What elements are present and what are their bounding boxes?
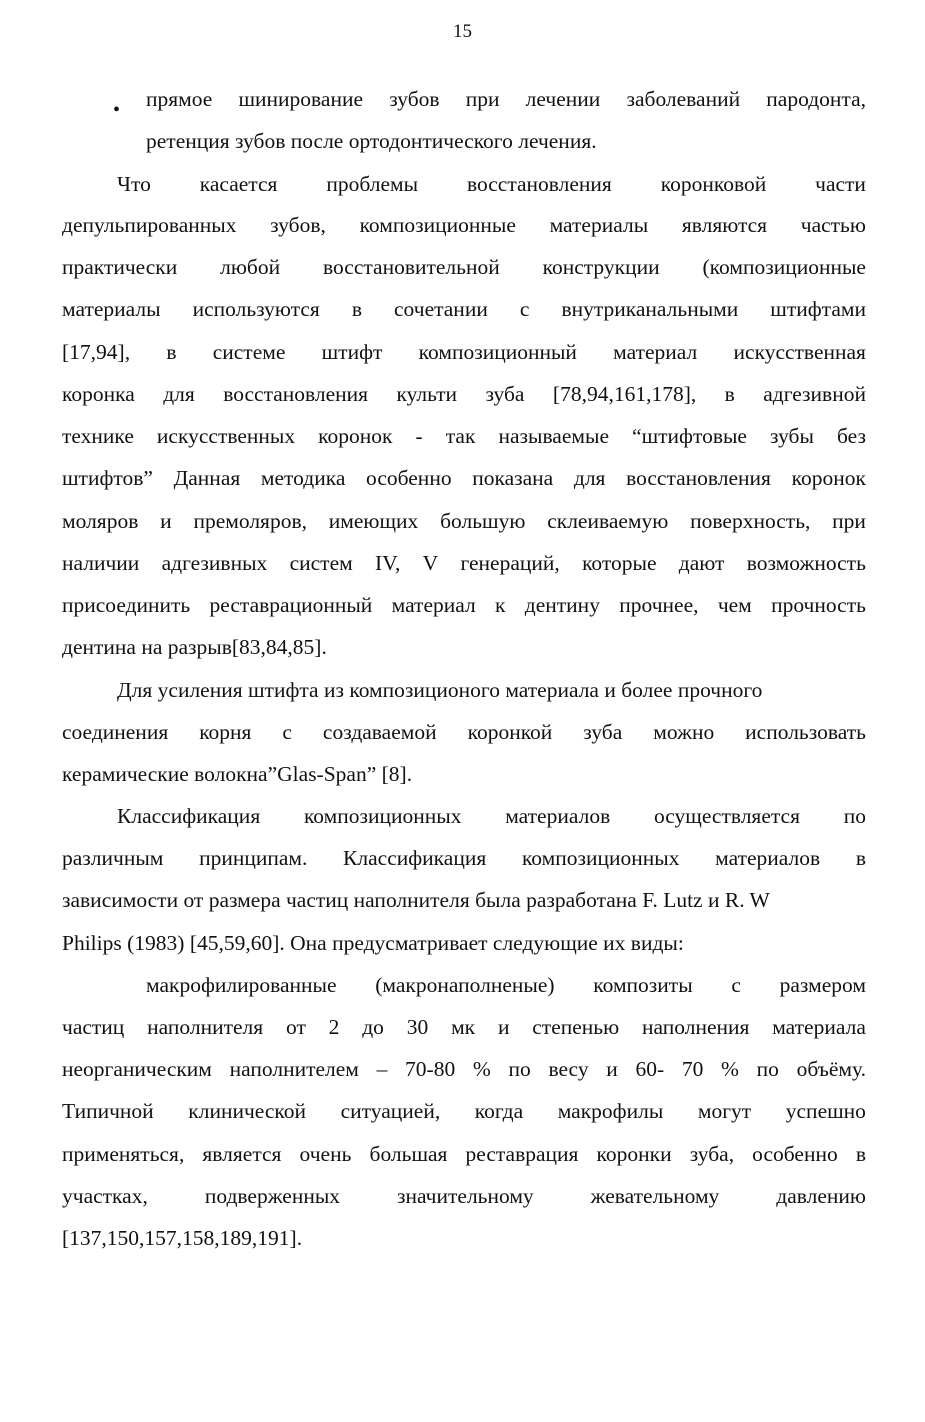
word: коронки [596,1142,672,1166]
word: части [815,172,866,196]
word: – [376,1057,388,1081]
text-line [62,1012,866,1042]
word: зуба [583,720,623,744]
word: пародонта, [766,87,866,111]
word: по [843,804,866,828]
word: восстановления [223,382,369,406]
word: прочнее, [619,593,699,617]
word: значительному [397,1184,534,1208]
word: использовать [745,720,866,744]
word: называемые [498,424,609,448]
word: практически [62,255,178,279]
word: наполнения [641,1015,750,1039]
word: систем [289,551,353,575]
word: очень [299,1142,352,1166]
word: любой [220,255,281,279]
word: материалов [505,804,611,828]
word: для [163,382,195,406]
text-line [62,548,866,578]
word: системе [212,340,286,364]
word: наличии [62,551,140,575]
word: сочетании [394,297,488,321]
word: материал [613,340,698,364]
text-line: керамические волокна”Glas-Span” [8]. [62,762,413,786]
word: материал [391,593,476,617]
text-line: дентина на разрыв[83,84,85]. [62,635,327,659]
word: [17,94], [62,340,131,364]
word: с [519,297,530,321]
word: большая [369,1142,448,1166]
word: 2 [328,1015,340,1039]
word: материалы [62,297,161,321]
text-line [117,169,866,199]
word: “штифтовые [632,424,747,448]
word: восстановления [466,172,612,196]
word: с [282,720,292,744]
word: корня [199,720,252,744]
word: различным [62,846,164,870]
text-line [62,210,866,240]
word: наполнителем [229,1057,359,1081]
word: адгезивной [763,382,866,406]
text-line [62,1054,866,1084]
word: депульпированных [62,213,237,237]
word: с [731,973,741,997]
text-line [62,1096,866,1126]
word: в [855,846,866,870]
word: наполнителя [147,1015,264,1039]
word: штифтами [770,297,866,321]
word: по [508,1057,531,1081]
word: заболеваний [626,87,741,111]
word: возможность [746,551,866,575]
word: ситуацией, [340,1099,441,1123]
word: до [362,1015,384,1039]
word: клинической [188,1099,307,1123]
word: 60- [635,1057,665,1081]
word: композиционные [359,213,516,237]
word: коронковой [660,172,767,196]
word: премоляров, [193,509,307,533]
word: 30 [406,1015,429,1039]
word: к [495,593,506,617]
word: 70 [681,1057,704,1081]
text-line: зависимости от размера частиц наполнителя была разработана F. Lutz и R. W [62,888,770,912]
text-line [62,590,866,620]
text-line [62,506,866,536]
text-line [62,463,866,493]
text-line [62,337,866,367]
text-line [62,421,866,451]
word: реставрация [465,1142,579,1166]
word: Классификация [117,804,261,828]
word: зубов [389,87,440,111]
word: композиты [593,973,693,997]
text-line [146,970,866,1000]
word: % [472,1057,491,1081]
text-line [117,801,866,831]
word: весу [548,1057,589,1081]
word: в [351,297,362,321]
word: материалы [549,213,649,237]
word: мк [451,1015,476,1039]
word: Классификация [343,846,487,870]
word: генераций, [460,551,560,575]
text-line: Philips (1983) [45,59,60]. Она предусматривает следующие их виды: [62,931,684,955]
word: - [415,424,423,448]
word: принципам. [199,846,308,870]
word: и [606,1057,618,1081]
word: зубов, [270,213,326,237]
word: успешно [785,1099,866,1123]
word: так [445,424,476,448]
word: проблемы [326,172,419,196]
text-line: ретенция зубов после ортодонтического лечения. [146,129,597,153]
word: в [724,382,735,406]
word: макрофилы [557,1099,664,1123]
word: жевательному [590,1184,720,1208]
text-line [146,84,866,114]
word: методика [260,466,346,490]
bullet-icon: • [113,99,121,121]
word: восстановительной [323,255,500,279]
word: при [465,87,500,111]
text-line [62,843,866,873]
word: конструкции [542,255,660,279]
word: [78,94,161,178], [552,382,697,406]
word: и [497,1015,510,1039]
word: склеиваемую [547,509,669,533]
word: используются [192,297,320,321]
word: особенно [366,466,452,490]
word: объёму. [796,1057,866,1081]
word: IV, [375,551,401,575]
word: частиц [62,1015,125,1039]
word: для [573,466,606,490]
word: от [285,1015,306,1039]
word: композиционный [418,340,577,364]
word: коронок [318,424,393,448]
word: культи [396,382,458,406]
word: прямое [146,87,213,111]
word: штифт [321,340,383,364]
word: зубы [770,424,814,448]
word: макрофилированные [146,973,337,997]
word: (композиционные [702,255,866,279]
word: композиционных [303,804,462,828]
text-line [62,379,866,409]
word: при [832,509,866,533]
word: шинирование [238,87,364,111]
word: и [160,509,172,533]
word: без [836,424,866,448]
word: является [202,1142,282,1166]
word: восстановления [626,466,771,490]
word: (макронаполненые) [375,973,555,997]
word: коронка [62,382,135,406]
word: степенью [532,1015,620,1039]
text-line: Для усиления штифта из композиционого материала и более прочного [117,678,763,702]
word: коронкой [467,720,553,744]
word: материалов [715,846,821,870]
word: Типичной [62,1099,154,1123]
word: участках, [62,1184,148,1208]
word: искусственных [156,424,296,448]
word: могут [697,1099,752,1123]
word: особенно [752,1142,838,1166]
word: осуществляется [653,804,800,828]
word: 70-80 [405,1057,456,1081]
word: большую [440,509,526,533]
word: размером [779,973,866,997]
word: лечении [525,87,601,111]
word: прочность [771,593,866,617]
word: искусственная [733,340,866,364]
word: материала [772,1015,866,1039]
word: соединения [62,720,169,744]
word: являются [681,213,768,237]
word: штифтов” [62,466,153,490]
word: % [721,1057,739,1081]
word: касается [199,172,278,196]
word: чем [717,593,752,617]
word: моляров [62,509,139,533]
word: дают [678,551,725,575]
word: композиционных [521,846,680,870]
text-line [62,252,866,282]
text-line [62,717,866,747]
word: Данная [173,466,241,490]
text-line [62,294,866,324]
word: Что [117,172,151,196]
word: создаваемой [322,720,437,744]
word: коронок [791,466,866,490]
text-line [62,1139,866,1169]
word: частью [800,213,866,237]
word: V [422,551,439,575]
word: имеющих [328,509,419,533]
page-number: 15 [453,21,472,42]
word: давлению [776,1184,866,1208]
word: которые [582,551,657,575]
text-line: [137,150,157,158,189,191]. [62,1226,303,1250]
word: поверхность, [690,509,811,533]
word: когда [474,1099,524,1123]
word: в [166,340,177,364]
word: адгезивных [161,551,268,575]
word: внутриканальными [561,297,739,321]
word: зуба [485,382,525,406]
word: зуба, [689,1142,735,1166]
word: применяться, [62,1142,185,1166]
word: дентину [524,593,600,617]
word: по [756,1057,779,1081]
word: можно [653,720,715,744]
word: присоединить [62,593,191,617]
word: реставрационный [209,593,373,617]
word: в [855,1142,866,1166]
text-line [62,1181,866,1211]
word: показана [472,466,554,490]
word: подверженных [204,1184,341,1208]
word: технике [62,424,134,448]
word: неорганическим [62,1057,212,1081]
